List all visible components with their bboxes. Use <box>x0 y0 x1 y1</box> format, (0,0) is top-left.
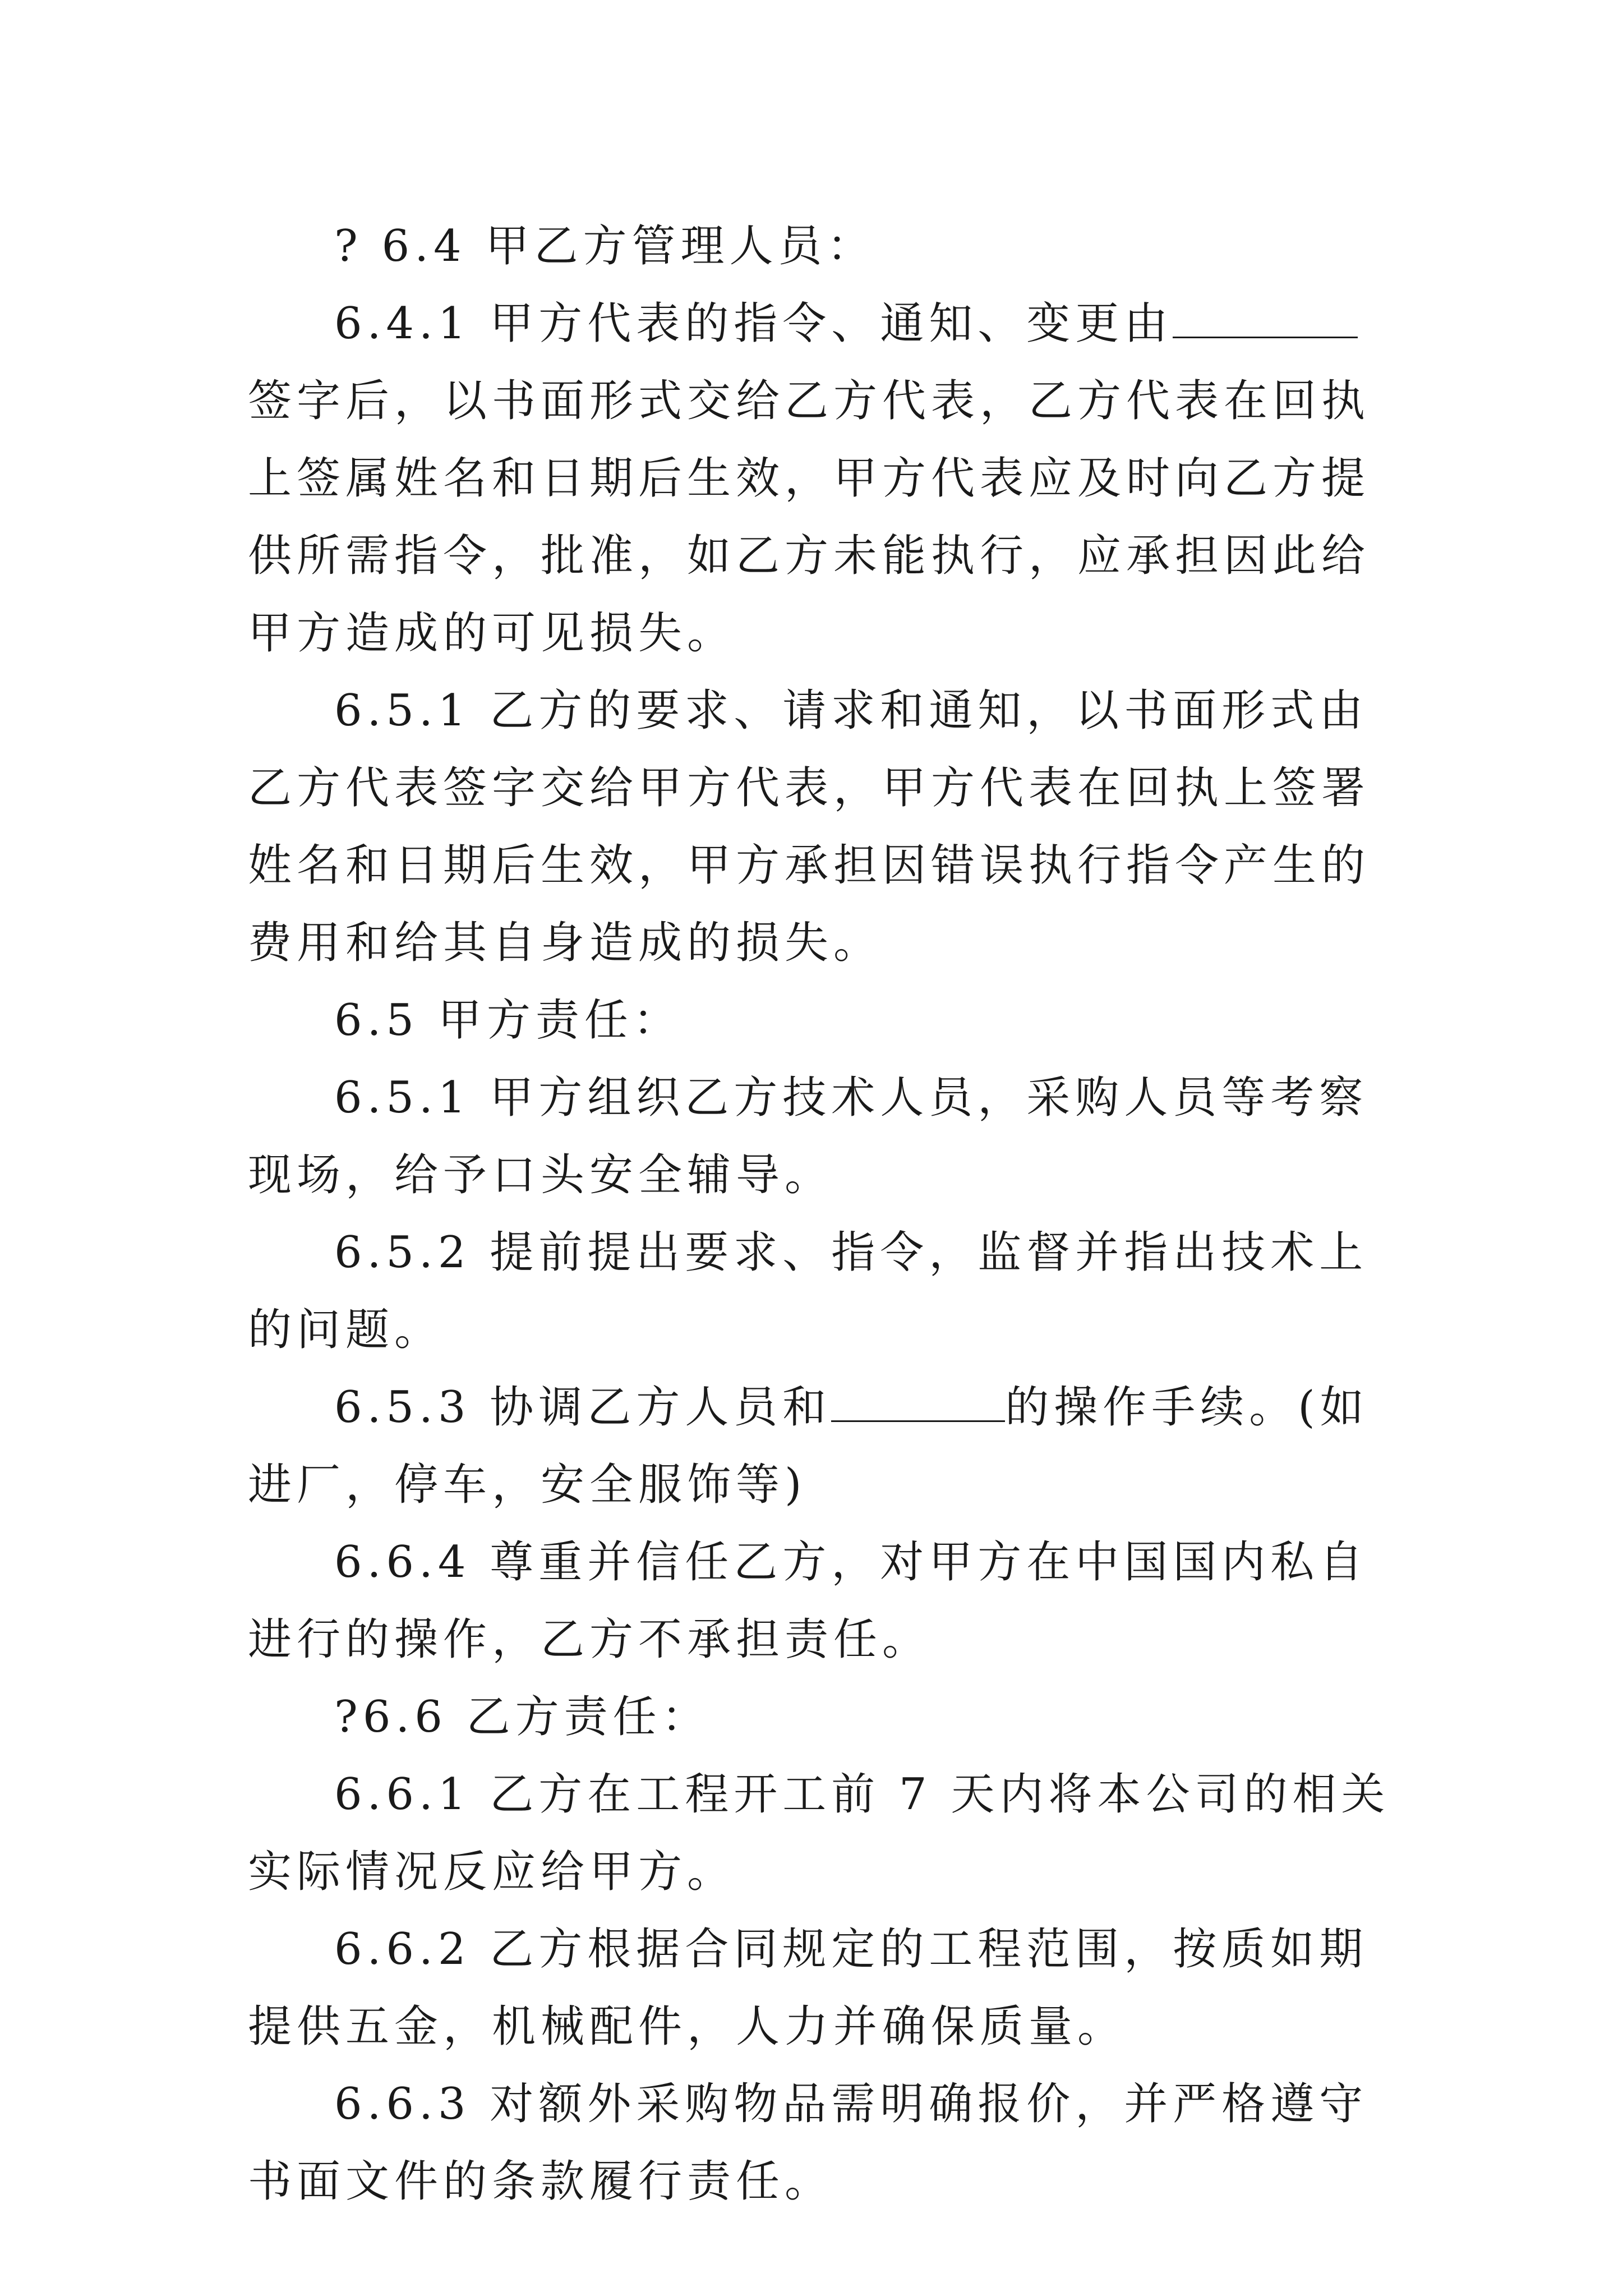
clause-6-5-1: 6.5.1 甲方组织乙方技术人员，采购人员等考察现场，给予口头安全辅导。 <box>248 1073 1368 1200</box>
document-body <box>248 208 1393 2220</box>
clause-6-5-1-first: 6.5.1 乙方的要求、请求和通知，以书面形式由乙方代表签字交给甲方代表，甲方代表在回执上签署姓名和日期后生效，甲方承担因错误执行指令产生的费用和给其自身造成的损失。 <box>248 685 1371 968</box>
blank-fill-line <box>1173 296 1358 338</box>
clause-6-5-3 <box>248 1369 1393 1524</box>
clause-6-6-1: 6.6.1 乙方在工程开工前 7 天内将本公司的相关实际情况反应给甲方。 <box>248 1769 1390 1897</box>
clause-6-4-1-text-end: 签字后，以书面形式交给乙方代表，乙方代表在回执上签属姓名和日期后生效，甲方代表应及时向乙方提供所需指令，批准，如乙方未能执行，应承担因此给甲方造成的可见损失。 <box>248 376 1371 659</box>
clause-6-5-3-text-end: 的操作手续。(如进厂，停车，安全服饰等) <box>248 1382 1369 1510</box>
section-heading-6-4: ? 6.4 甲乙方管理人员： <box>334 221 876 272</box>
clause-6-6-4: 6.6.4 尊重并信任乙方，对甲方在中国国内私自进行的操作，乙方不承担责任。 <box>248 1537 1368 1665</box>
clause-6-5-2: 6.5.2 提前提出要求、指令，监督并指出技术上的问题。 <box>248 1227 1368 1355</box>
clause-6-6-2: 6.6.2 乙方根据合同规定的工程范围，按质如期提供五金，机械配件，人力并确保质量。 <box>248 1924 1368 2052</box>
clause-6-4-1 <box>248 285 1393 672</box>
clause-6-6-3: 6.6.3 对额外采购物品需明确报价，并严格遵守书面文件的条款履行责任。 <box>248 2079 1368 2207</box>
section-heading-6-5: 6.5 甲方责任： <box>334 995 682 1046</box>
section-heading-6-6: ?6.6 乙方责任： <box>334 1692 711 1742</box>
clause-6-4-1-text-start: 6.4.1 甲方代表的指令、通知、变更由 <box>334 298 1173 349</box>
clause-6-5-3-text-start: 6.5.3 协调乙方人员和 <box>334 1382 832 1433</box>
blank-fill-line <box>831 1380 1005 1422</box>
